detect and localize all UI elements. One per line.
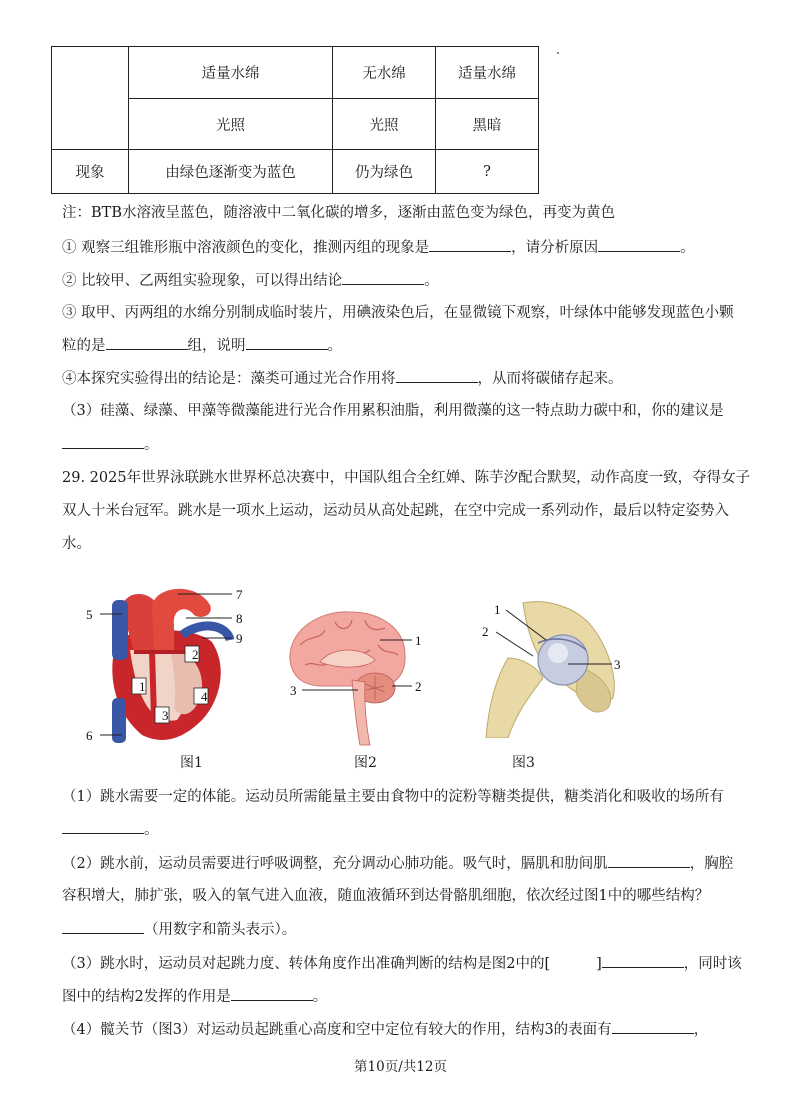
text: ② 比较甲、乙两组实验现象，可以得出结论 (62, 273, 343, 289)
text: （4）髋关节（图3）对运动员起跳重心高度和空中定位有较大的作用，结构3的表面有 (62, 1022, 612, 1038)
hip-joint-figure (478, 598, 628, 738)
text: 。 (144, 822, 159, 838)
question-4 (62, 368, 623, 389)
q29-line1: 29. 2025年世界泳联跳水世界杯总决赛中，中国队组合全红婵、陈芋汐配合默契，动作高度一致，夺得女子 (62, 470, 751, 486)
answer-blank[interactable] (106, 335, 188, 350)
sub-q3-line2 (62, 986, 327, 1007)
heart-label-2: 2 (192, 647, 199, 662)
text: 。 (312, 989, 328, 1005)
experiment-table (51, 46, 539, 194)
text: （2）跳水前，运动员需要进行呼吸调整，充分调动心肺功能。吸气时，膈肌和肋间肌 (62, 856, 608, 872)
text: 组，说明 (187, 338, 246, 354)
text: ] (596, 956, 602, 972)
sub-q1-line1: （1）跳水需要一定的体能。运动员所需能量主要由食物中的淀粉等糖类提供，糖类消化和吸收的场所有 (62, 789, 724, 805)
text: ① 观察三组锥形瓶中溶液颜色的变化，推测丙组的现象是 (62, 240, 430, 256)
sub-q1-line2 (62, 819, 159, 840)
text: （用数字和箭头表示）。 (144, 922, 297, 938)
note-text: 注：BTB水溶液呈蓝色，随溶液中二氧化碳的增多，逐渐由蓝色变为绿色，再变为黄色 (62, 205, 615, 221)
brain-label-2: 2 (415, 679, 422, 694)
heart-label-7: 7 (236, 587, 243, 602)
page-footer: 第10页/共12页 (354, 1059, 447, 1075)
sub-q2-line2: 容积增大，肺扩张，吸入的氧气进入血液，随血液循环到达骨骼肌细胞，依次经过图1中的哪些结构？ (62, 888, 710, 904)
heart-label-1: 1 (139, 679, 146, 694)
text: （3）跳水时，运动员对起跳力度、转体角度作出准确判断的结构是图2中的[ (62, 956, 551, 972)
answer-blank[interactable] (608, 853, 690, 868)
table-cell: 仍为绿色 (333, 150, 436, 194)
heart-figure (82, 580, 252, 750)
question-3-line1: ③ 取甲、丙两组的水绵分别制成临时装片，用碘液染色后，在显微镜下观察，叶绿体中能够发现蓝色小颗 (62, 305, 734, 321)
text: 。 (144, 437, 159, 453)
text: 。 (327, 338, 342, 354)
heart-label-4: 4 (201, 689, 208, 704)
table-corner-cell (52, 47, 129, 150)
hip-joint-illustration (486, 602, 614, 738)
heart-label-9: 9 (236, 631, 243, 646)
q29-line3: 水。 (62, 536, 91, 552)
figure-2-caption: 图2 (354, 755, 377, 771)
heart-label-5: 5 (86, 607, 93, 622)
part-3-line1: （3）硅藻、绿藻、甲藻等微藻能进行光合作用累积油脂，利用微藻的这一特点助力碳中和，你的建议是 (62, 403, 724, 419)
brain-label-1: 1 (415, 633, 422, 648)
table-row-header: 现象 (52, 150, 129, 194)
text: ，胸腔 (689, 856, 734, 872)
hip-label-1: 1 (494, 602, 501, 617)
text: 图中的结构2发挥的作用是 (62, 989, 231, 1005)
hip-label-2: 2 (482, 624, 489, 639)
q29-line2: 双人十米台冠军。跳水是一项水上运动，运动员从高处起跳，在空中完成一系列动作，最后以特定姿势入 (62, 503, 729, 519)
text: ，同时该 (683, 956, 742, 972)
question-3-line2 (62, 335, 342, 356)
answer-blank[interactable] (231, 986, 313, 1001)
text: 。 (424, 273, 439, 289)
answer-blank[interactable] (62, 434, 144, 449)
text: ④本探究实验得出的结论是：藻类可通过光合作用将 (62, 371, 396, 387)
question-1 (62, 237, 695, 258)
answer-blank[interactable] (612, 1019, 694, 1034)
text: 粒的是 (62, 338, 106, 354)
answer-blank[interactable] (598, 237, 680, 252)
table-cell: ? (436, 150, 539, 194)
answer-blank[interactable] (342, 270, 424, 285)
brain-figure (280, 600, 430, 750)
answer-blank[interactable] (602, 953, 684, 968)
table-cell: 光照 (333, 99, 436, 150)
sub-q2-line1 (62, 853, 733, 874)
hip-label-3: 3 (614, 657, 621, 672)
answer-blank[interactable] (62, 819, 144, 834)
text: 。 (680, 240, 695, 256)
question-2 (62, 270, 439, 291)
table-cell: 无水绵 (333, 47, 436, 99)
brain-label-3: 3 (290, 683, 297, 698)
answer-blank[interactable] (429, 237, 511, 252)
brain-illustration (290, 612, 412, 745)
table-cell: 由绿色逐渐变为蓝色 (129, 150, 333, 194)
answer-blank[interactable] (246, 335, 328, 350)
sub-q2-line3 (62, 919, 296, 940)
answer-blank[interactable] (396, 368, 478, 383)
heart-label-3: 3 (162, 708, 169, 723)
answer-blank[interactable] (62, 919, 144, 934)
table-cell: 适量水绵 (436, 47, 539, 99)
part-3-line2 (62, 434, 159, 455)
figure-1-caption: 图1 (180, 755, 203, 771)
sub-q4-line1 (62, 1019, 708, 1040)
sub-q3-line1 (62, 953, 742, 974)
heart-label-8: 8 (236, 611, 243, 626)
table-cell: 适量水绵 (129, 47, 333, 99)
heart-label-6: 6 (86, 728, 93, 743)
stray-dot (557, 52, 559, 54)
text: ，从而将碳储存起来。 (477, 371, 623, 387)
text: ，请分析原因 (511, 240, 599, 256)
table-cell: 黑暗 (436, 99, 539, 150)
table-cell: 光照 (129, 99, 333, 150)
text: ， (693, 1022, 709, 1038)
figure-3-caption: 图3 (512, 755, 535, 771)
